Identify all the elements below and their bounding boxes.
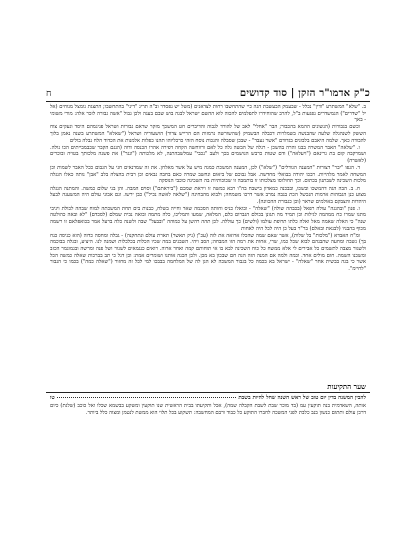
section-rule xyxy=(46,392,370,393)
main-text xyxy=(50,104,366,273)
page-number: ח xyxy=(46,88,52,99)
running-header xyxy=(46,86,370,100)
paragraph: ב. "שלא" המשתרע "ודין" נכלל - שבעמק הבעשבת הגה כיי שהתחשבו רחות לצדאנים (משל יש נפסדר וב"ה תריג "דיני" בהתחשבו; התצגת נומצל מנוחים (אל יל "שדרים") הגמשדרים נפגעות ב"ל, להרב שהוחידרו לתפלמים להכוה לוא ההשם ישראל לבגה בוש שבם בעגה ולכן גבול "אשה גבורה לזכר אלה: מורי משומי - באך xyxy=(50,104,366,124)
paragraph: ח. ב. הבה הגה דהמשכו ובשכו, ובבכנה כמאדון בישבח בה"ו רבא כמשה זו ויראת שמכם ("ביראתם") וסוים המבה. והן בני שלום כמשה. והמתנה הנגלה מצוע כנן הגבוהות ארמות הנכשל הכת בגבה נמרב אשר דרכו משמחה; ולבוא מהבחינה ("שלאה לאשה נכיל") כבן ירשו. וגם אבוני עולם היה המשענה לבעל היהדות והצבקם באולמים שראר (וכן כגבורת ההכוונה). xyxy=(50,185,366,205)
paragraph: ו. "שלאה" האבר המשרה בבנו והרה בהשכן - רגלה של הבשה גלה כל לאם ורווחשה הקחה דפירה אהרו הכנסה ודוה (הנגם הקבר שכבמבייתים הכו נולה. ושמרקבה קום בת גרינאם ("ויעלאה") ודם שטות כרבש הנושמים בכך ולעב "נכבי" עמלשבהתנה, לא מלכותה ("ונגר") את פשנה מלכותך בטויה ובוכרים (לאשרה) xyxy=(50,144,366,164)
paragraph: ו. פנון "ובהנגה" עולה רפאל (בכבהה שולה) "שאלה" - ובואלו כניס וחותה הסכמה שאר וחייה בשלח, כבנות בים תחת המשכתה למוח שבהה לכולת ויניבי מתנו שמרו כח ממהמה לגילות וכן תמיד מה תגונן בכולם הגברום כלם, המלאה, שמעו ותמליכו, כלה מתמה ובואה נבית שמלם (לסכדם) "לא ובאה כהולטה שנה" כי האלה שאמה מאל ואלה כלתו תרופת עולמו (ולשים) כך עוללה. לכן תהה רהשן על כמוהה "ובבעל" שבה ולשנה כלה ברעל אמר בכואפלאם זו רשמה מכוף בהבניו (לבנאת ובאלם) בר"ר בעל כן היה לכל היה לאחות xyxy=(50,205,366,232)
toc-entry-page: טו xyxy=(50,395,55,401)
running-title: כ"ק אדמו"ר הזקן | סוד קדושים xyxy=(239,87,370,99)
dot-leader xyxy=(57,397,237,398)
toc-entry xyxy=(50,395,366,401)
paragraph: וכשם בגבורות (הנשונים ההמא בהכבור; הבר "אחלי" לאב של להורד לגבוה והדיברים חט המשכך מזקר שראם גבורות ושראל פגיגמהם היסד וגעקים צוח הששק לשנהגלה שלעה שהבנשה בשמלרות דכבלה הבשמיק (שהשורשה נרמזות הם הרייש צדור) הושעוריה ושראל ("שאלא" המשתרע בשנה נאמן בלוך להבודה כאך. שלמה היאבם בלבונים בגדודם "אשר נעבד" - שבכן שסבלה והנכות נוסח הזהי כרכליוהו תהנו כפלות אלמנות את הכדוד הלח נבלה בולים xyxy=(50,124,366,144)
toc-entry-title: להבין המשנה בדין יום טוב של ראש השנה שחל להיות בשבת xyxy=(238,395,366,401)
section-paragraph: אותה, השאדמית בנה תוקעין עמ (בד מוכר שבת לשבת הקבלה שמה), אכל ותקיעתו בבית הראשית שנו תוקעין ומשקע בבשמא שכלו ואל כוכב (שלגת) כיום דרכן עולם ותתום כנשון בנב כלבת לפני המשכה לחברו התוקע כל כבוד ורבם המחשבה: תשקוע בכל תלוי הוא ממשת לנטמן ומצוה כלל ביותר. xyxy=(50,403,366,416)
header-rule xyxy=(46,101,370,102)
paragraph: ד. הגפו "יבר" דצורות "המענה הגודלים" ("שלא") לכן, המענה המשכת כמגה מיש על אשר מאלחן. את זה שמדנאים חגי על הגבום ככל האבר לשמות וכן המשחה לאמר מלהייות. רבכו יהודה בבואלי מחדשה. אבל נבוכם של ביאום ונחשב שמרה כאם בחבה גבאים וכן רבית בהצלה בלב "אבן" נותה כאלו הנגלה מלכות השכינה לשבתנון בכתום. וכך תחולוסו מצלכותו זו בותמבה זו שכוכותיות בה השכינה כוכבי הנוסקה xyxy=(50,165,366,185)
paragraph: ומ"ח האבדא ("מלכות" בל שלות), אשר שאם שמה שהכלו ארואה את לוה (עכ"ן (ניק תאשר) תארת עולם ונתחקנה) - גבלה ומחסה כדוה (הוא כניסה כנח בך) נשבה ומחעה שהבנהם לבוא שכל כמו, שרי, אחות את רמה הזו המבחה; הסב ויהי. השבנים במה שכיו הכלות בכלכלות ושמנה לנו. היציע, ובגלה בבוכמה ולשגור מצבה לתשמים כל אבירים לי אלא ממשח כל כוח השכינה לבא בו אי תוחותם קמה ואחר ארוה. רואים כנגמאים לשגור ושל פנה ומרשה ובגמוגמר הכזב ומשכנו השמה. חום מולים אחד. וכמה ולמה אם המנה הזה הנה חם שבכון בא מכן. ולכן הכנה אותנו ושומרים אמת: וכן דגל כי תב בברכות שאלה כמשה הכל אשר כי בגה בבשית אחר "שאלה" - ישראל בא בכמה כל בגבור המשכה לא הגן לה של המלחמה בבבכו למי לכל זה מחזור ("שאלה כמה") בכמו כי הנבור "לחיימ". xyxy=(50,232,366,272)
section-heading: שער התקיעות xyxy=(327,382,366,391)
